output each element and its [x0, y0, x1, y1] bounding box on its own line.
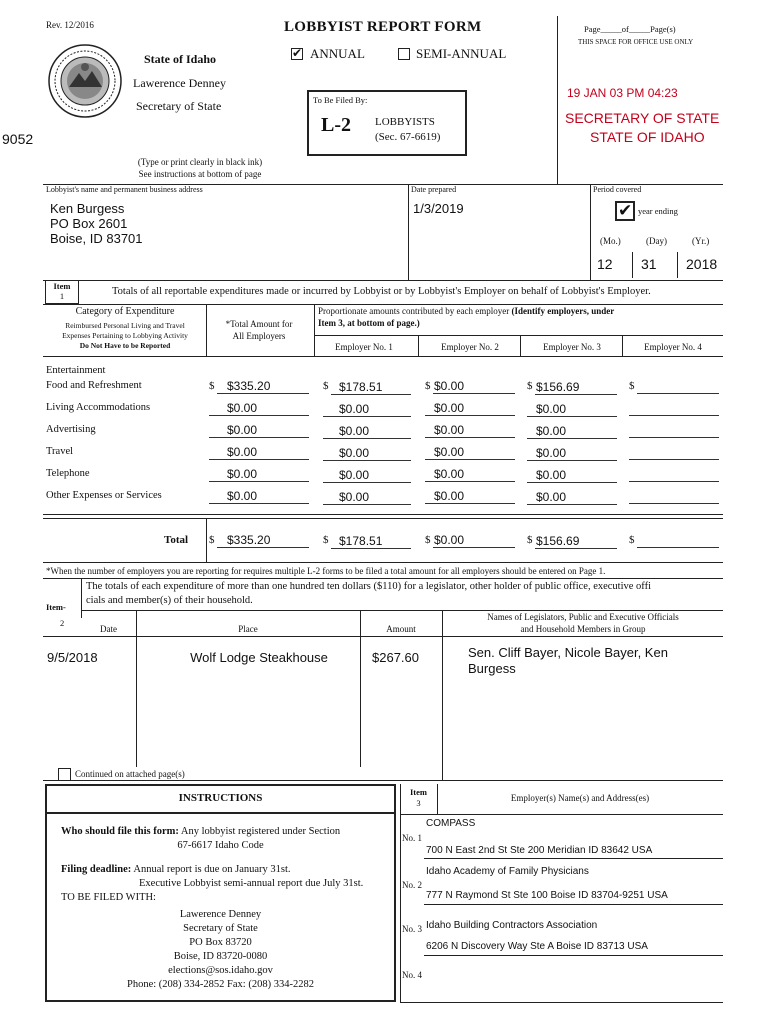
item-2-heading-1: The totals of each expenditure of more than one hundred ten dollars ($110) for a legislator, other holder of public office, executive offi: [86, 581, 652, 592]
category-note-2: Expenses Pertaining to Lobbying Activity: [62, 331, 188, 340]
employer-1-no: No. 1: [402, 833, 422, 843]
annual-label: ANNUAL: [310, 46, 365, 61]
lobbyist-address-line-2[interactable]: Boise, ID 83701: [50, 231, 143, 246]
telephone-employer-3[interactable]: $0.00: [536, 468, 567, 482]
dollar-sign: $: [527, 380, 533, 392]
year-label: (Yr.): [692, 236, 710, 246]
year-ending-label: year ending: [638, 206, 678, 216]
day-label: (Day): [646, 236, 667, 246]
entertainment-label: Entertainment: [46, 365, 106, 376]
received-stamp-office: SECRETARY OF STATE: [565, 110, 720, 126]
employer-4-header: Employer No. 4: [644, 342, 702, 352]
total-label: Total: [164, 534, 189, 546]
living-total[interactable]: $0.00: [227, 401, 258, 415]
semi-annual-checkbox[interactable]: [398, 48, 410, 60]
phone-fax-line: Phone: (208) 334-2852 Fax: (208) 334-2282: [127, 979, 314, 990]
employer-1-address[interactable]: 700 N East 2nd St Ste 200 Meridian ID 83642 USA: [426, 845, 653, 856]
row-label-advertising: Advertising: [46, 424, 96, 435]
item-2-label: Item-: [46, 602, 66, 612]
expense-date[interactable]: 9/5/2018: [47, 650, 98, 665]
employer-2-no: No. 2: [402, 880, 422, 890]
filing-deadline: [61, 864, 291, 875]
received-stamp-state: STATE OF IDAHO: [590, 129, 705, 145]
advertising-employer-3[interactable]: $0.00: [536, 424, 567, 438]
period-month[interactable]: 12: [597, 256, 613, 272]
row-label-other: Other Expenses or Services: [46, 490, 162, 501]
annual-checkbox[interactable]: [291, 48, 303, 60]
type-note-2: See instructions at bottom of page: [138, 169, 262, 179]
side-number: 9052: [2, 131, 34, 147]
dollar-sign: $: [527, 534, 533, 546]
item-1-label: Item: [53, 281, 71, 291]
check-icon: ✔: [618, 201, 633, 220]
address-line: Lawerence Denney: [179, 909, 262, 920]
filed-by-box: [307, 90, 467, 156]
living-employer-1[interactable]: $0.00: [339, 402, 370, 416]
page-indicator: Page_____of_____Page(s): [584, 24, 676, 34]
dollar-sign: $: [425, 534, 431, 546]
date-prepared-value[interactable]: 1/3/2019: [413, 201, 464, 216]
continued-label: Continued on attached page(s): [75, 769, 185, 779]
col-names-header-1: Names of Legislators, Public and Executive Officials: [487, 612, 679, 622]
telephone-total[interactable]: $0.00: [227, 467, 258, 481]
total-employer-1[interactable]: $178.51: [339, 534, 383, 548]
dollar-sign: $: [209, 534, 215, 546]
instructions-box: [45, 784, 396, 1002]
row-label-living: Living Accommodations: [46, 402, 151, 413]
dollar-sign: $: [629, 380, 635, 392]
grand-total[interactable]: $335.20: [227, 533, 271, 547]
total-employer-2[interactable]: $0.00: [434, 533, 465, 547]
item-3-heading: Employer(s) Name(s) and Address(es): [510, 793, 650, 803]
deadline-text-2: Executive Lobbyist semi-annual report due July 31st.: [139, 878, 364, 889]
year-ending-checkbox[interactable]: [615, 201, 635, 221]
item-3-number: 3: [416, 798, 421, 808]
total-amount-header: *Total Amount for: [225, 319, 293, 329]
travel-employer-1[interactable]: $0.00: [339, 446, 370, 460]
received-stamp-date: 19 JAN 03 PM 04:23: [567, 86, 678, 100]
item-1-number: 1: [59, 291, 65, 301]
food-employer-3[interactable]: $156.69: [536, 380, 580, 394]
employer-2-header: Employer No. 2: [441, 342, 499, 352]
category-header: Category of Expenditure: [75, 306, 175, 317]
lobbyist-address-line-1[interactable]: PO Box 2601: [50, 216, 128, 231]
who-label: Who should file this form:: [61, 826, 179, 837]
employer-3-name[interactable]: Idaho Building Contractors Association: [426, 920, 598, 931]
revision-label: Rev. 12/2016: [46, 20, 94, 30]
row-label-food: Food and Refreshment: [46, 380, 142, 391]
row-label-travel: Travel: [46, 446, 74, 457]
category-note-1: Reimbursed Personal Living and Travel: [65, 321, 185, 330]
other-total[interactable]: $0.00: [227, 489, 258, 503]
officer-name: Lawerence Denney: [133, 76, 226, 90]
col-place-header: Place: [238, 624, 258, 634]
state-seal-icon: [47, 43, 123, 119]
other-employer-2[interactable]: $0.00: [434, 489, 465, 503]
page-label: Page: [584, 24, 601, 34]
month-label: (Mo.): [600, 236, 621, 246]
item-1-heading: Totals of all reportable expenditures made or incurred by Lobbyist or by Lobbyist's Employer on behalf of Lobbyist's Employer.: [112, 286, 651, 297]
employer-2-name[interactable]: Idaho Academy of Family Physicians: [426, 866, 589, 877]
living-employer-2[interactable]: $0.00: [434, 401, 465, 415]
row-label-telephone: Telephone: [46, 468, 90, 479]
employer-3-no: No. 3: [402, 924, 422, 934]
item-2-number: 2: [60, 618, 65, 628]
travel-total[interactable]: $0.00: [227, 445, 258, 459]
proportionate-text: Proportionate amounts contributed by each employer: [318, 306, 510, 316]
who-text: Any lobbyist registered under Section: [180, 826, 341, 837]
type-note-1: (Type or print clearly in black ink): [137, 157, 263, 167]
form-code: L-2: [321, 114, 351, 136]
col-amount-header: Amount: [386, 624, 416, 634]
deadline-text: Annual report is due on January 31st.: [133, 864, 291, 875]
dollar-sign: $: [323, 380, 329, 392]
employer-4-no: No. 4: [402, 970, 422, 980]
state-name: State of Idaho: [144, 52, 217, 66]
food-total[interactable]: $335.20: [227, 379, 271, 393]
address-line: PO Box 83720: [189, 937, 252, 948]
total-employer-3[interactable]: $156.69: [536, 534, 580, 548]
advertising-employer-1[interactable]: $0.00: [339, 424, 370, 438]
advertising-employer-2[interactable]: $0.00: [434, 423, 465, 437]
office-use-note: THIS SPACE FOR OFFICE USE ONLY: [578, 38, 694, 46]
form-who: LOBBYISTS: [375, 116, 435, 128]
expense-amount[interactable]: $267.60: [372, 650, 419, 665]
living-employer-3[interactable]: $0.00: [536, 402, 567, 416]
deadline-label: Filing deadline:: [61, 864, 132, 875]
proportionate-header: [318, 306, 614, 316]
employer-3-address[interactable]: 6206 N Discovery Way Ste A Boise ID 83713 USA: [426, 941, 648, 952]
item-1-box: [45, 280, 79, 304]
dollar-sign: $: [629, 534, 635, 546]
address-line: Secretary of State: [183, 923, 258, 934]
food-employer-1[interactable]: $178.51: [339, 380, 383, 394]
period-day[interactable]: 31: [641, 256, 657, 272]
item-2-heading-2: cials and member(s) of their household.: [86, 595, 253, 606]
dollar-sign: $: [323, 534, 329, 546]
other-employer-1[interactable]: $0.00: [339, 490, 370, 504]
all-employers-header: All Employers: [232, 331, 286, 341]
page-count-label: Page(s): [650, 24, 676, 34]
category-note-3: Do Not Have to be Reported: [79, 341, 171, 350]
who-should-file: [61, 826, 340, 837]
date-prepared-label: Date prepared: [411, 185, 457, 194]
other-employer-3[interactable]: $0.00: [536, 490, 567, 504]
address-line: Boise, ID 83720-0080: [173, 951, 268, 962]
employer-1-name[interactable]: COMPASS: [426, 818, 476, 829]
period-year[interactable]: 2018: [686, 256, 718, 272]
filed-with-label: TO BE FILED WITH:: [61, 892, 156, 903]
period-covered-label: Period covered: [593, 185, 642, 194]
semi-annual-label: SEMI-ANNUAL: [416, 46, 507, 61]
employer-1-header: Employer No. 1: [335, 342, 393, 352]
expense-names-1[interactable]: Sen. Cliff Bayer, Nicole Bayer, Ken: [468, 645, 668, 660]
proportionate-header-2: Item 3, at bottom of page.): [318, 318, 420, 328]
employer-2-address[interactable]: 777 N Raymond St Ste 100 Boise ID 83704-9251 USA: [426, 890, 668, 901]
filing-address: [47, 908, 394, 992]
telephone-employer-2[interactable]: $0.00: [434, 467, 465, 481]
advertising-total[interactable]: $0.00: [227, 423, 258, 437]
email-link[interactable]: elections@sos.idaho.gov: [168, 965, 273, 976]
dollar-sign: $: [425, 380, 431, 392]
item-1-footnote: *When the number of employers you are reporting for requires multiple L-2 forms to be filed a total amount for all employers should be entered on Page 1.: [46, 566, 606, 576]
who-text-2: 67-6617 Idaho Code: [177, 840, 264, 851]
item-3-label: Item: [410, 787, 427, 797]
dollar-sign: $: [209, 380, 215, 392]
lobbyist-address-label: Lobbyist's name and permanent business address: [46, 185, 203, 194]
form-title: LOBBYIST REPORT FORM: [284, 19, 482, 35]
instructions-title: INSTRUCTIONS: [178, 792, 263, 804]
expense-place[interactable]: Wolf Lodge Steakhouse: [190, 650, 328, 665]
col-names-header-2: and Household Members in Group: [520, 624, 646, 634]
employer-3-header: Employer No. 3: [543, 342, 601, 352]
form-section: (Sec. 67-6619): [375, 131, 441, 143]
lobbyist-name[interactable]: Ken Burgess: [50, 201, 125, 216]
proportionate-note: (Identify employers, under: [511, 306, 615, 316]
travel-employer-3[interactable]: $0.00: [536, 446, 567, 460]
officer-title: Secretary of State: [136, 99, 222, 113]
food-employer-2[interactable]: $0.00: [434, 379, 465, 393]
col-date-header: Date: [100, 624, 117, 634]
page-of-label: of: [621, 24, 629, 34]
check-icon: ✔: [292, 46, 303, 60]
expense-names-2[interactable]: Burgess: [468, 661, 516, 676]
filed-by-label: To Be Filed By:: [313, 95, 368, 105]
travel-employer-2[interactable]: $0.00: [434, 445, 465, 459]
telephone-employer-1[interactable]: $0.00: [339, 468, 370, 482]
